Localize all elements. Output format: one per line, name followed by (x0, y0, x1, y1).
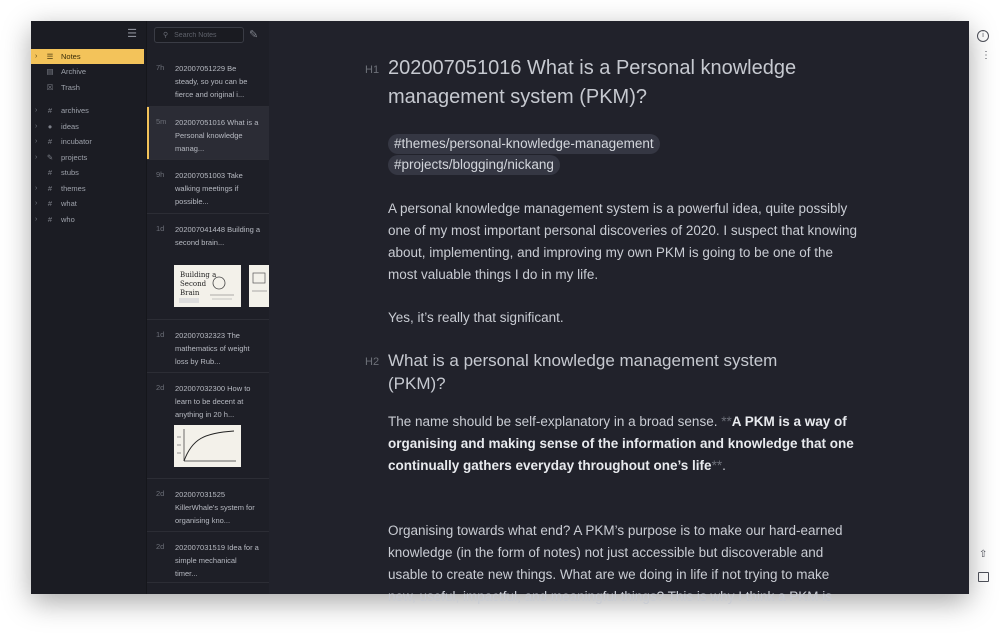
paragraph-3 (388, 411, 858, 477)
tag-projects[interactable]: #projects/blogging/nickang (388, 155, 560, 175)
note-age: 2d (156, 542, 165, 551)
hash-icon: # (47, 184, 53, 193)
info-icon[interactable]: i (977, 30, 989, 42)
note-age: 5m (156, 117, 167, 126)
sidebar-item-what[interactable] (31, 196, 144, 211)
note-title: 202007051016 What is a Personal knowledge management system (PKM)? (388, 57, 797, 108)
search-icon: ⚲ (163, 32, 169, 39)
paragraph-2: Yes, it’s really that significant. (388, 310, 564, 325)
note-age: 1d (156, 224, 165, 233)
sidebar-item-label: stubs (61, 168, 79, 177)
paragraph-3-bold: A PKM is a way of organising and making sense of the information and knowledge that one continually gathers everyday throughout one’s life (388, 414, 854, 473)
note-preview: 202007031519 Idea for a simple mechanical timer... (175, 543, 259, 578)
note-thumbnail-building-second-brain (174, 265, 241, 307)
sidebar-item-label: archives (61, 106, 89, 115)
svg-text:Second: Second (180, 280, 207, 288)
sidebar-item-archive[interactable] (31, 64, 144, 79)
chevron-right-icon[interactable]: › (35, 216, 38, 223)
note-preview: 202007041448 Building a second brain... (175, 225, 261, 247)
note-list-item[interactable] (147, 479, 269, 532)
archive-icon: ▤ (46, 67, 54, 76)
sidebar (31, 21, 146, 594)
note-preview: 202007032300 How to learn to be decent at anything in 20 h... (175, 384, 251, 419)
heading2-marker: H2 (365, 356, 380, 368)
svg-text:Brain: Brain (180, 289, 200, 297)
section-heading: What is a personal knowledge management system (PKM)? (388, 351, 778, 393)
filter-icon[interactable]: ☰ (127, 28, 137, 40)
sidebar-item-label: Archive (61, 67, 87, 76)
sidebar-item-projects[interactable] (31, 150, 144, 165)
note-preview: 202007051016 What is a Personal knowledge manag... (175, 118, 259, 153)
sidebar-item-label: themes (61, 184, 86, 193)
heading1-marker: H1 (365, 64, 380, 76)
sidebar-item-label: projects (61, 153, 88, 162)
note-list-item[interactable] (147, 532, 269, 583)
note-editor[interactable] (269, 21, 991, 604)
note-age: 7h (156, 63, 165, 72)
chevron-right-icon[interactable]: › (35, 53, 38, 60)
note-list-item[interactable] (147, 53, 269, 107)
sidebar-item-incubator[interactable] (31, 134, 144, 149)
paragraph-3-end: . (722, 458, 726, 473)
more-options-icon[interactable]: ⋮ (981, 50, 991, 61)
search-input[interactable] (174, 32, 234, 39)
note-age: 1d (156, 330, 165, 339)
bold-open-marker: ** (721, 414, 732, 429)
sidebar-item-label: what (61, 199, 77, 208)
sidebar-item-label: who (61, 215, 75, 224)
hash-icon: # (47, 168, 53, 177)
chevron-right-icon[interactable]: › (35, 123, 38, 130)
chevron-right-icon[interactable]: › (35, 107, 38, 114)
sidebar-item-themes[interactable] (31, 181, 144, 196)
share-icon[interactable]: ⇧ (979, 549, 988, 560)
note-list (146, 21, 270, 594)
sidebar-item-label: Notes (61, 52, 81, 61)
pencil-icon: ✎ (46, 153, 54, 162)
hash-icon: # (47, 215, 53, 224)
sidebar-item-who[interactable] (31, 212, 144, 227)
chevron-right-icon[interactable]: › (35, 200, 38, 207)
sidebar-item-notes[interactable] (31, 49, 144, 64)
hash-icon: # (47, 199, 53, 208)
sidebar-item-trash[interactable] (31, 80, 144, 95)
chevron-right-icon[interactable]: › (35, 138, 38, 145)
trash-icon: ☒ (46, 83, 54, 92)
note-age: 2d (156, 489, 165, 498)
bold-close-marker: ** (711, 458, 723, 473)
note-preview: 202007031525 KillerWhale's system for organising kno... (175, 490, 255, 525)
notes-icon: ☰ (46, 52, 54, 61)
hash-icon: # (47, 106, 53, 115)
svg-text:Building a: Building a (180, 271, 217, 279)
note-list-item[interactable] (147, 107, 269, 160)
note-age: 2d (156, 383, 165, 392)
paragraph-1: A personal knowledge management system is a powerful idea, quite possibly one of my most important personal discoveries of 2020. I suspect that knowing about, implementing, and improving my own PKM is going to be one of the most valuable things I do in my life. (388, 201, 857, 282)
chevron-right-icon[interactable]: › (35, 185, 38, 192)
app-window (31, 21, 991, 604)
note-preview: 202007051003 Take walking meetings if possible... (175, 171, 243, 206)
paragraph-4: Organising towards what end? A PKM’s purpose is to make our hard-earned knowledge (in the form of notes) not just accessible but discoverable and usable to create new things. What are we doing in life if not trying to make new, useful, impactful, and meaningful things? This is why I think a PKM is (388, 523, 843, 604)
sidebar-item-label: Trash (61, 83, 80, 92)
panel-toggle-icon[interactable] (978, 572, 989, 582)
sidebar-item-label: incubator (61, 137, 92, 146)
note-thumbnail-building-second-brain-2 (249, 265, 271, 307)
note-preview: 202007051229 Be steady, so you can be fierce and original i... (175, 64, 248, 99)
note-list-item[interactable] (147, 160, 269, 214)
tag-themes[interactable]: #themes/personal-knowledge-management (388, 134, 660, 154)
chevron-right-icon[interactable]: › (35, 154, 38, 161)
paragraph-3-start: The name should be self-explanatory in a broad sense. (388, 414, 722, 429)
sidebar-item-stubs[interactable] (31, 165, 144, 180)
compose-icon[interactable]: ✎ (249, 29, 259, 41)
note-thumbnail-learning-curve (174, 425, 241, 467)
sidebar-item-archives[interactable] (31, 103, 144, 118)
note-list-item[interactable] (147, 320, 269, 373)
sidebar-item-ideas[interactable] (31, 119, 144, 134)
hash-icon: # (47, 137, 53, 146)
note-preview: 202007032323 The mathematics of weight loss by Rub... (175, 331, 250, 366)
search-box[interactable] (154, 27, 244, 43)
bulb-icon: ● (47, 122, 53, 131)
note-age: 9h (156, 170, 165, 179)
sidebar-item-label: ideas (61, 122, 79, 131)
